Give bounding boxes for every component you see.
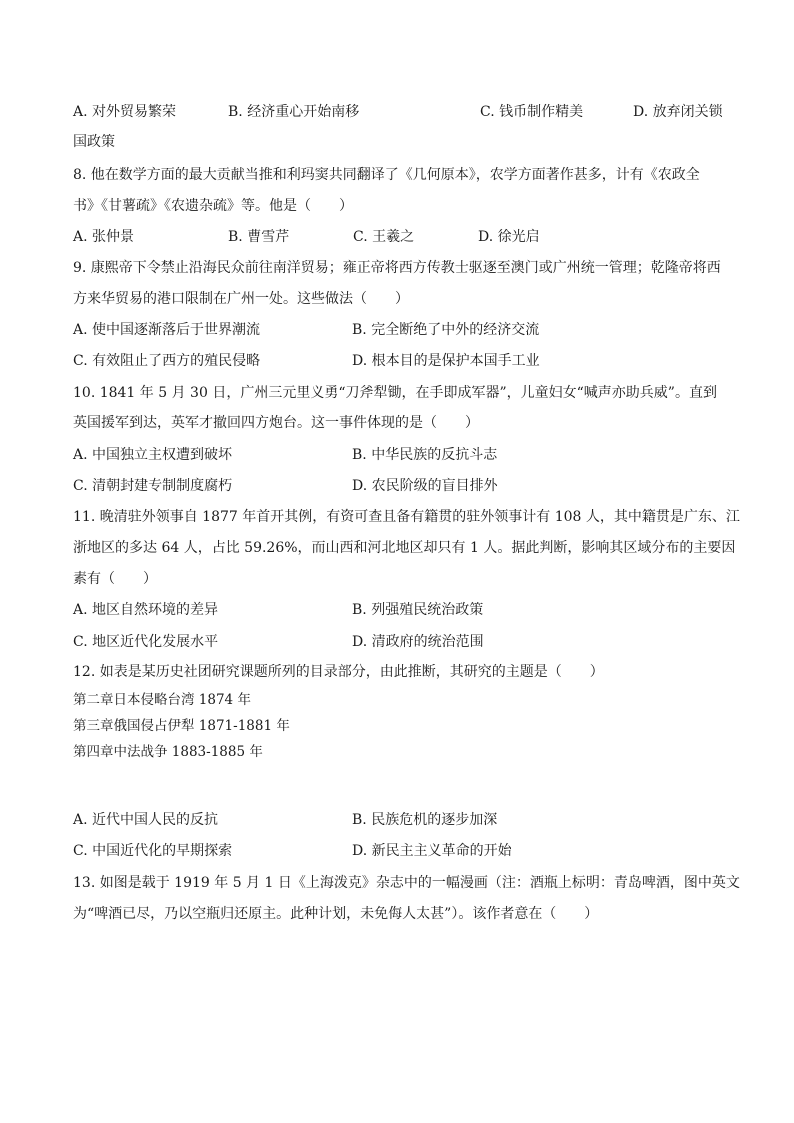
q9-option-b[interactable]: B. 完全断绝了中外的经济交流 — [352, 322, 540, 338]
q11-stem-line-2: 浙地区的多达 64 人，占比 59.26%，而山西和河北地区却只有 1 人。据此判断，影响其区域分布的主要因 — [73, 540, 736, 556]
q9-option-c[interactable]: C. 有效阻止了西方的殖民侵略 — [73, 353, 261, 369]
q10-option-d[interactable]: D. 农民阶级的盲目排外 — [352, 478, 498, 494]
q7-option-c[interactable]: C. 钱币制作精美 — [480, 104, 584, 120]
q7-option-b[interactable]: B. 经济重心开始南移 — [228, 104, 360, 120]
q8-stem-line-1: 8. 他在数学方面的最大贡献当推和利玛窦共同翻译了《几何原本》，农学方面著作甚多，计有《农政全 — [73, 167, 700, 183]
q11-stem-line-1: 11. 晚清驻外领事自 1877 年首开其例，有资可查且备有籍贯的驻外领事计有 108 人，其中籍贯是广东、江 — [73, 509, 740, 525]
q12-option-a[interactable]: A. 近代中国人民的反抗 — [73, 812, 219, 828]
q7-option-a[interactable]: A. 对外贸易繁荣 — [73, 104, 177, 120]
q10-option-a[interactable]: A. 中国独立主权遭到破坏 — [73, 447, 233, 463]
q13-stem-line-1: 13. 如图是载于 1919 年 5 月 1 日《上海泼克》杂志中的一幅漫画（注：酒瓶上标明：青岛啤酒，图中英文 — [73, 875, 740, 891]
q9-stem-line-2: 方来华贸易的港口限制在广州一处。这些做法（ ） — [73, 291, 409, 307]
q12-option-b[interactable]: B. 民族危机的逐步加深 — [352, 812, 498, 828]
q10-stem-line-1: 10. 1841 年 5 月 30 日，广州三元里义勇“刀斧犁锄，在手即成军器”，儿童妇女“喊声亦助兵威”。直到 — [73, 385, 717, 401]
q13-stem-line-2: 为“啤酒已尽，乃以空瓶归还原主。此种计划，未免侮人太甚”）。该作者意在（ ） — [73, 906, 599, 922]
q8-option-d[interactable]: D. 徐光启 — [478, 229, 540, 245]
q10-option-b[interactable]: B. 中华民族的反抗斗志 — [352, 447, 498, 463]
q12-toc-item: 第二章日本侵略台湾 1874 年 — [73, 692, 251, 708]
q11-option-d[interactable]: D. 清政府的统治范围 — [352, 634, 484, 650]
q8-option-a[interactable]: A. 张仲景 — [73, 229, 135, 245]
q8-option-b[interactable]: B. 曹雪芹 — [228, 229, 290, 245]
q12-option-d[interactable]: D. 新民主主义革命的开始 — [352, 843, 512, 859]
q12-stem-line-1: 12. 如表是某历史社团研究课题所列的目录部分，由此推断，其研究的主题是（ ） — [73, 664, 604, 680]
q10-option-c[interactable]: C. 清朝封建专制制度腐朽 — [73, 478, 233, 494]
q9-stem-line-1: 9. 康熙帝下令禁止沿海民众前往南洋贸易；雍正帝将西方传教士驱逐至澳门或广州统一管理；乾隆帝将西 — [73, 260, 721, 276]
q12-toc-item: 第四章中法战争 1883-1885 年 — [73, 744, 263, 760]
q8-option-c[interactable]: C. 王羲之 — [353, 229, 415, 245]
q9-option-a[interactable]: A. 使中国逐渐落后于世界潮流 — [73, 322, 261, 338]
q8-stem-line-2: 书》《甘薯疏》《农遗杂疏》等。他是（ ） — [73, 198, 353, 214]
q12-option-c[interactable]: C. 中国近代化的早期探索 — [73, 843, 233, 859]
q11-stem-line-3: 素有（ ） — [73, 571, 157, 587]
q11-option-b[interactable]: B. 列强殖民统治政策 — [352, 602, 484, 618]
q7-option-d-wrap: 国政策 — [73, 134, 115, 150]
q9-option-d[interactable]: D. 根本目的是保护本国手工业 — [352, 353, 540, 369]
q10-stem-line-2: 英国援军到达，英军才撤回四方炮台。这一事件体现的是（ ） — [73, 415, 479, 431]
q12-toc-item: 第三章俄国侵占伊犁 1871-1881 年 — [73, 718, 290, 734]
q11-option-a[interactable]: A. 地区自然环境的差异 — [73, 602, 219, 618]
q11-option-c[interactable]: C. 地区近代化发展水平 — [73, 634, 219, 650]
q7-option-d[interactable]: D. 放弃闭关锁 — [633, 104, 723, 120]
